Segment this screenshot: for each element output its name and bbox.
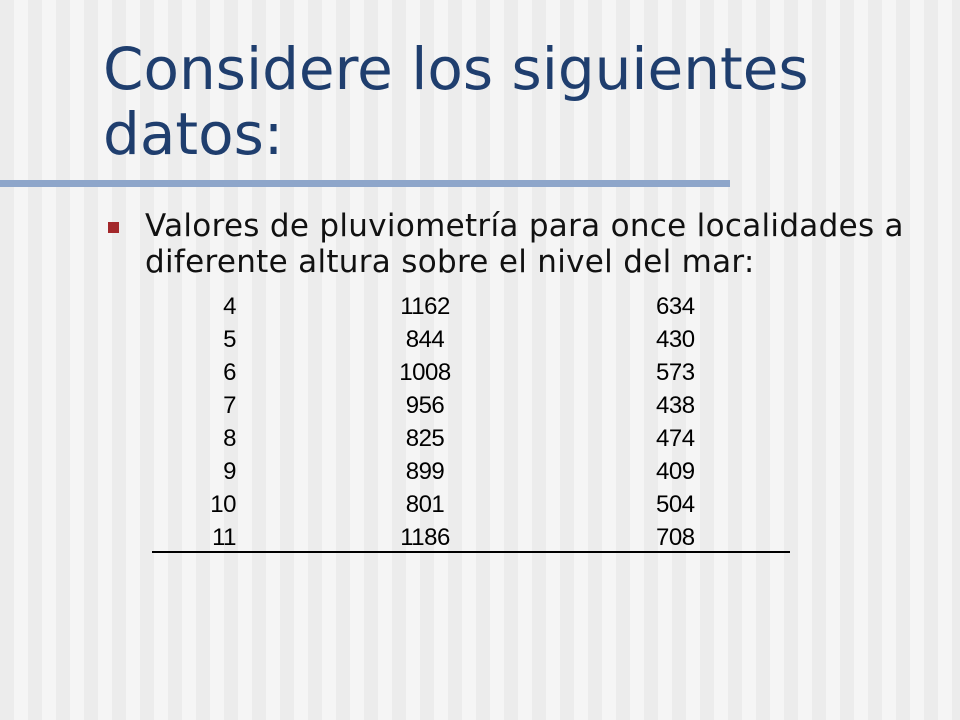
table-cell: 708 <box>656 524 695 551</box>
table-cell: 9 <box>223 458 236 485</box>
table-cell: 430 <box>656 326 695 353</box>
table-cell: 474 <box>656 425 695 452</box>
table-cell: 825 <box>405 425 445 452</box>
table-cell: 1186 <box>400 524 450 551</box>
table-cell: 801 <box>405 491 445 518</box>
data-table <box>0 290 960 554</box>
table-cell: 8 <box>223 425 236 452</box>
table-cell: 899 <box>405 458 445 485</box>
table-row <box>0 521 960 554</box>
table-cell: 7 <box>223 392 236 419</box>
table-row <box>0 455 960 488</box>
table-cell: 1162 <box>400 293 450 320</box>
table-cell: 504 <box>656 491 695 518</box>
table-cell: 10 <box>210 491 236 518</box>
table-cell: 4 <box>223 293 236 320</box>
table-cell: 409 <box>656 458 695 485</box>
title-underline-bar <box>0 180 730 187</box>
table-bottom-rule <box>152 551 790 553</box>
table-cell: 956 <box>405 392 445 419</box>
table-cell: 573 <box>656 359 695 386</box>
table-cell: 6 <box>223 359 236 386</box>
table-cell: 634 <box>656 293 695 320</box>
table-cell: 844 <box>405 326 445 353</box>
table-row <box>0 290 960 323</box>
table-cell: 5 <box>223 326 236 353</box>
slide-title: Considere los siguientes datos: <box>103 35 809 168</box>
table-row <box>0 356 960 389</box>
table-cell: 438 <box>656 392 695 419</box>
bullet-text: Valores de pluviometría para once localidades a diferente altura sobre el nivel del mar: <box>145 208 904 280</box>
table-row <box>0 422 960 455</box>
table-row <box>0 389 960 422</box>
table-cell: 1008 <box>399 359 451 386</box>
table-row <box>0 323 960 356</box>
square-bullet-icon <box>108 222 119 233</box>
table-cell: 11 <box>212 524 236 551</box>
table-row <box>0 488 960 521</box>
